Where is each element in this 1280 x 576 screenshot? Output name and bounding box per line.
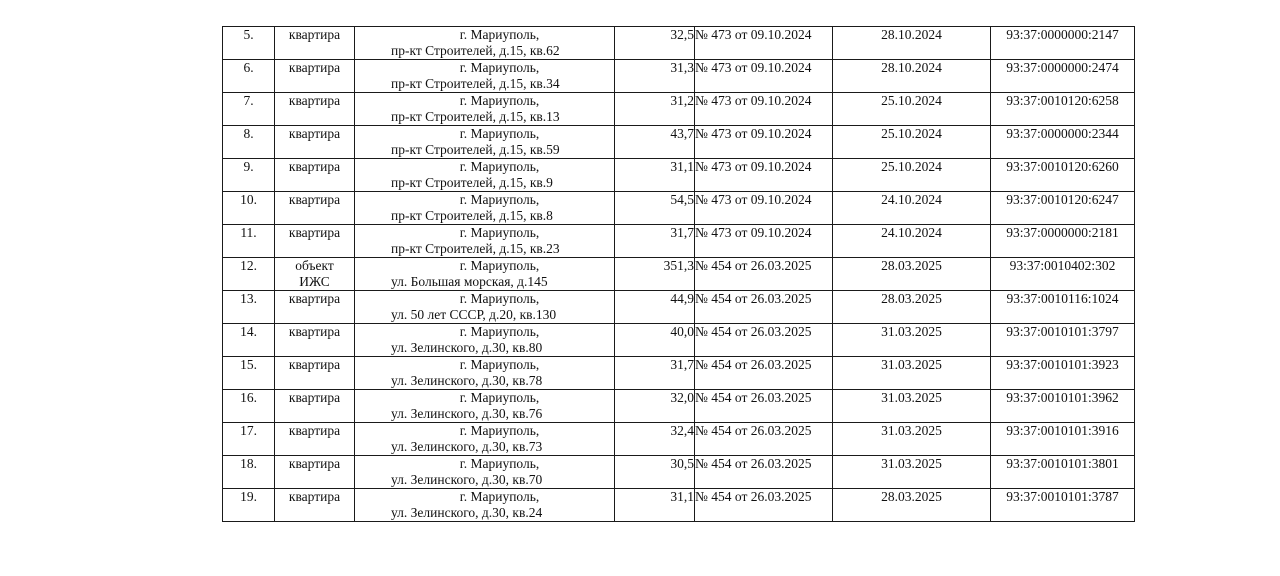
row-number-cell bbox=[223, 291, 275, 324]
cadastral-number: 93:37:0010101:3923 bbox=[1006, 357, 1119, 372]
property-type: квартира bbox=[288, 192, 341, 207]
property-type: квартира bbox=[288, 225, 341, 240]
cadastral-number: 93:37:0010120:6247 bbox=[1006, 192, 1119, 207]
address-cell bbox=[355, 93, 615, 126]
address-street: пр-кт Строителей, д.15, кв.59 bbox=[391, 142, 560, 157]
date-cell bbox=[833, 192, 991, 225]
address-city: г. Мариуполь, bbox=[459, 489, 540, 504]
property-type: квартира bbox=[288, 390, 341, 405]
document-cell bbox=[695, 357, 833, 390]
row-number: 5. bbox=[243, 27, 254, 42]
address-cell bbox=[355, 225, 615, 258]
registration-date: 28.10.2024 bbox=[881, 27, 942, 42]
area-cell bbox=[615, 390, 695, 423]
date-cell bbox=[833, 60, 991, 93]
row-number: 10. bbox=[240, 192, 257, 207]
address-cell bbox=[355, 390, 615, 423]
address-city: г. Мариуполь, bbox=[459, 159, 540, 174]
table-row bbox=[223, 423, 1135, 456]
cadastral-cell bbox=[991, 489, 1135, 522]
area-cell bbox=[615, 291, 695, 324]
property-type: квартира bbox=[288, 126, 341, 141]
registration-date: 31.03.2025 bbox=[881, 390, 942, 405]
document-ref: № 454 от 26.03.2025 bbox=[695, 291, 812, 306]
area-value: 31,7 bbox=[670, 357, 694, 372]
row-number-cell bbox=[223, 60, 275, 93]
address-city: г. Мариуполь, bbox=[459, 423, 540, 438]
address-street: ул. Большая морская, д.145 bbox=[391, 274, 548, 289]
cadastral-number: 93:37:0000000:2474 bbox=[1006, 60, 1119, 75]
area-value: 351,3 bbox=[663, 258, 694, 273]
address-cell bbox=[355, 291, 615, 324]
address-city: г. Мариуполь, bbox=[459, 60, 540, 75]
address-street: ул. Зелинского, д.30, кв.73 bbox=[391, 439, 543, 454]
row-number-cell bbox=[223, 489, 275, 522]
document-ref: № 473 от 09.10.2024 bbox=[695, 126, 812, 141]
cadastral-cell bbox=[991, 27, 1135, 60]
document-cell bbox=[695, 27, 833, 60]
address-city: г. Мариуполь, bbox=[459, 390, 540, 405]
document-ref: № 473 от 09.10.2024 bbox=[695, 93, 812, 108]
property-type: квартира bbox=[288, 324, 341, 339]
row-number-cell bbox=[223, 423, 275, 456]
property-type-cell bbox=[275, 126, 355, 159]
address-street: пр-кт Строителей, д.15, кв.34 bbox=[391, 76, 560, 91]
area-value: 31,2 bbox=[670, 93, 694, 108]
document-cell bbox=[695, 423, 833, 456]
row-number-cell bbox=[223, 159, 275, 192]
document-ref: № 454 от 26.03.2025 bbox=[695, 357, 812, 372]
document-ref: № 454 от 26.03.2025 bbox=[695, 390, 812, 405]
address-street: пр-кт Строителей, д.15, кв.13 bbox=[391, 109, 560, 124]
row-number: 17. bbox=[240, 423, 257, 438]
row-number-cell bbox=[223, 390, 275, 423]
cadastral-number: 93:37:0000000:2147 bbox=[1006, 27, 1119, 42]
cadastral-cell bbox=[991, 93, 1135, 126]
area-cell bbox=[615, 324, 695, 357]
document-cell bbox=[695, 291, 833, 324]
cadastral-number: 93:37:0000000:2181 bbox=[1006, 225, 1119, 240]
area-value: 43,7 bbox=[670, 126, 694, 141]
document-ref: № 473 от 09.10.2024 bbox=[695, 159, 812, 174]
area-value: 31,1 bbox=[670, 159, 694, 174]
table-row bbox=[223, 225, 1135, 258]
document-ref: № 473 от 09.10.2024 bbox=[695, 225, 812, 240]
cadastral-cell bbox=[991, 291, 1135, 324]
address-city: г. Мариуполь, bbox=[459, 93, 540, 108]
cadastral-cell bbox=[991, 159, 1135, 192]
document-cell bbox=[695, 93, 833, 126]
date-cell bbox=[833, 27, 991, 60]
property-type-cell bbox=[275, 456, 355, 489]
document-cell bbox=[695, 456, 833, 489]
property-type-cell bbox=[275, 258, 355, 291]
row-number: 8. bbox=[243, 126, 254, 141]
cadastral-number: 93:37:0010101:3801 bbox=[1006, 456, 1119, 471]
row-number: 12. bbox=[240, 258, 257, 273]
address-street: ул. Зелинского, д.30, кв.80 bbox=[391, 340, 543, 355]
cadastral-number: 93:37:0010402:302 bbox=[1009, 258, 1116, 273]
area-cell bbox=[615, 423, 695, 456]
row-number-cell bbox=[223, 324, 275, 357]
registration-date: 28.03.2025 bbox=[881, 291, 942, 306]
table-row bbox=[223, 60, 1135, 93]
address-city: г. Мариуполь, bbox=[459, 225, 540, 240]
area-value: 54,5 bbox=[670, 192, 694, 207]
row-number: 18. bbox=[240, 456, 257, 471]
address-cell bbox=[355, 423, 615, 456]
row-number: 19. bbox=[240, 489, 257, 504]
document-ref: № 473 от 09.10.2024 bbox=[695, 27, 812, 42]
document-cell bbox=[695, 489, 833, 522]
registration-date: 28.03.2025 bbox=[881, 258, 942, 273]
table-row bbox=[223, 357, 1135, 390]
area-cell bbox=[615, 192, 695, 225]
property-type-cell bbox=[275, 93, 355, 126]
table-row bbox=[223, 126, 1135, 159]
cadastral-cell bbox=[991, 456, 1135, 489]
address-cell bbox=[355, 159, 615, 192]
cadastral-cell bbox=[991, 390, 1135, 423]
address-street: пр-кт Строителей, д.15, кв.23 bbox=[391, 241, 560, 256]
row-number-cell bbox=[223, 456, 275, 489]
address-street: пр-кт Строителей, д.15, кв.8 bbox=[391, 208, 553, 223]
address-street: пр-кт Строителей, д.15, кв.9 bbox=[391, 175, 553, 190]
row-number: 15. bbox=[240, 357, 257, 372]
document-ref: № 454 от 26.03.2025 bbox=[695, 489, 812, 504]
area-cell bbox=[615, 357, 695, 390]
area-value: 31,1 bbox=[670, 489, 694, 504]
table-row bbox=[223, 192, 1135, 225]
property-type-cell bbox=[275, 27, 355, 60]
address-city: г. Мариуполь, bbox=[459, 192, 540, 207]
row-number-cell bbox=[223, 225, 275, 258]
address-cell bbox=[355, 489, 615, 522]
registration-date: 25.10.2024 bbox=[881, 126, 942, 141]
document-ref: № 454 от 26.03.2025 bbox=[695, 258, 812, 273]
registration-date: 31.03.2025 bbox=[881, 423, 942, 438]
row-number: 16. bbox=[240, 390, 257, 405]
area-cell bbox=[615, 126, 695, 159]
area-value: 32,5 bbox=[670, 27, 694, 42]
property-registry-table bbox=[222, 26, 1135, 522]
address-cell bbox=[355, 60, 615, 93]
row-number-cell bbox=[223, 27, 275, 60]
property-type: квартира bbox=[288, 60, 341, 75]
row-number-cell bbox=[223, 357, 275, 390]
date-cell bbox=[833, 291, 991, 324]
property-type: квартира bbox=[288, 357, 341, 372]
property-type-cell bbox=[275, 390, 355, 423]
address-street: ул. Зелинского, д.30, кв.70 bbox=[391, 472, 543, 487]
cadastral-cell bbox=[991, 192, 1135, 225]
address-street: пр-кт Строителей, д.15, кв.62 bbox=[391, 43, 560, 58]
document-ref: № 473 от 09.10.2024 bbox=[695, 60, 812, 75]
property-type: квартира bbox=[288, 291, 341, 306]
row-number: 14. bbox=[240, 324, 257, 339]
registration-date: 24.10.2024 bbox=[881, 225, 942, 240]
row-number-cell bbox=[223, 258, 275, 291]
date-cell bbox=[833, 489, 991, 522]
row-number: 6. bbox=[243, 60, 254, 75]
property-type: квартира bbox=[288, 159, 341, 174]
property-type-cell bbox=[275, 489, 355, 522]
cadastral-cell bbox=[991, 357, 1135, 390]
address-street: ул. Зелинского, д.30, кв.24 bbox=[391, 505, 543, 520]
address-cell bbox=[355, 27, 615, 60]
address-cell bbox=[355, 324, 615, 357]
document-ref: № 473 от 09.10.2024 bbox=[695, 192, 812, 207]
row-number-cell bbox=[223, 192, 275, 225]
document-cell bbox=[695, 192, 833, 225]
address-cell bbox=[355, 126, 615, 159]
table-row bbox=[223, 390, 1135, 423]
date-cell bbox=[833, 423, 991, 456]
address-cell bbox=[355, 456, 615, 489]
area-value: 30,5 bbox=[670, 456, 694, 471]
cadastral-number: 93:37:0010120:6260 bbox=[1006, 159, 1119, 174]
cadastral-number: 93:37:0010101:3787 bbox=[1006, 489, 1119, 504]
property-type: квартира bbox=[288, 27, 341, 42]
property-type-cell bbox=[275, 192, 355, 225]
area-cell bbox=[615, 159, 695, 192]
cadastral-cell bbox=[991, 258, 1135, 291]
registration-date: 31.03.2025 bbox=[881, 456, 942, 471]
row-number: 7. bbox=[243, 93, 254, 108]
area-value: 31,3 bbox=[670, 60, 694, 75]
property-type-cell bbox=[275, 357, 355, 390]
address-city: г. Мариуполь, bbox=[459, 324, 540, 339]
address-city: г. Мариуполь, bbox=[459, 258, 540, 273]
row-number: 11. bbox=[240, 225, 257, 240]
table-row bbox=[223, 93, 1135, 126]
row-number: 13. bbox=[240, 291, 257, 306]
address-city: г. Мариуполь, bbox=[459, 291, 540, 306]
cadastral-number: 93:37:0010116:1024 bbox=[1006, 291, 1119, 306]
cadastral-cell bbox=[991, 324, 1135, 357]
cadastral-number: 93:37:0010101:3797 bbox=[1006, 324, 1119, 339]
document-ref: № 454 от 26.03.2025 bbox=[695, 456, 812, 471]
cadastral-cell bbox=[991, 225, 1135, 258]
document-cell bbox=[695, 126, 833, 159]
address-cell bbox=[355, 357, 615, 390]
registration-date: 31.03.2025 bbox=[881, 324, 942, 339]
property-type-cell bbox=[275, 324, 355, 357]
row-number-cell bbox=[223, 126, 275, 159]
row-number-cell bbox=[223, 93, 275, 126]
document-ref: № 454 от 26.03.2025 bbox=[695, 423, 812, 438]
document-cell bbox=[695, 390, 833, 423]
table-row bbox=[223, 159, 1135, 192]
address-street: ул. Зелинского, д.30, кв.78 bbox=[391, 373, 543, 388]
table-body bbox=[223, 27, 1135, 522]
registration-date: 28.03.2025 bbox=[881, 489, 942, 504]
property-type-cell bbox=[275, 291, 355, 324]
area-value: 40,0 bbox=[670, 324, 694, 339]
area-value: 32,4 bbox=[670, 423, 694, 438]
property-type-cell bbox=[275, 225, 355, 258]
document-cell bbox=[695, 159, 833, 192]
address-city: г. Мариуполь, bbox=[459, 456, 540, 471]
date-cell bbox=[833, 324, 991, 357]
property-type: квартира bbox=[288, 93, 341, 108]
area-cell bbox=[615, 258, 695, 291]
registration-date: 31.03.2025 bbox=[881, 357, 942, 372]
property-type: квартира bbox=[288, 423, 341, 438]
property-type-cell bbox=[275, 159, 355, 192]
property-type: объект bbox=[295, 258, 334, 273]
area-cell bbox=[615, 225, 695, 258]
area-cell bbox=[615, 489, 695, 522]
date-cell bbox=[833, 390, 991, 423]
area-cell bbox=[615, 60, 695, 93]
area-cell bbox=[615, 93, 695, 126]
cadastral-cell bbox=[991, 126, 1135, 159]
area-value: 31,7 bbox=[670, 225, 694, 240]
date-cell bbox=[833, 456, 991, 489]
row-number: 9. bbox=[243, 159, 254, 174]
registration-date: 28.10.2024 bbox=[881, 60, 942, 75]
table-row bbox=[223, 456, 1135, 489]
document-cell bbox=[695, 60, 833, 93]
document-cell bbox=[695, 324, 833, 357]
address-city: г. Мариуполь, bbox=[459, 27, 540, 42]
table-row bbox=[223, 489, 1135, 522]
address-cell bbox=[355, 192, 615, 225]
property-type-cell bbox=[275, 60, 355, 93]
date-cell bbox=[833, 258, 991, 291]
document-ref: № 454 от 26.03.2025 bbox=[695, 324, 812, 339]
cadastral-number: 93:37:0000000:2344 bbox=[1006, 126, 1119, 141]
property-type: квартира bbox=[288, 456, 341, 471]
area-value: 32,0 bbox=[670, 390, 694, 405]
cadastral-cell bbox=[991, 423, 1135, 456]
cadastral-number: 93:37:0010101:3916 bbox=[1006, 423, 1119, 438]
property-type-cell bbox=[275, 423, 355, 456]
date-cell bbox=[833, 159, 991, 192]
cadastral-cell bbox=[991, 60, 1135, 93]
registration-date: 24.10.2024 bbox=[881, 192, 942, 207]
area-value: 44,9 bbox=[670, 291, 694, 306]
area-cell bbox=[615, 456, 695, 489]
table-row bbox=[223, 27, 1135, 60]
registration-date: 25.10.2024 bbox=[881, 93, 942, 108]
address-cell bbox=[355, 258, 615, 291]
cadastral-number: 93:37:0010101:3962 bbox=[1006, 390, 1119, 405]
table-row bbox=[223, 258, 1135, 291]
date-cell bbox=[833, 357, 991, 390]
table-row bbox=[223, 291, 1135, 324]
area-cell bbox=[615, 27, 695, 60]
address-city: г. Мариуполь, bbox=[459, 126, 540, 141]
registration-date: 25.10.2024 bbox=[881, 159, 942, 174]
document-cell bbox=[695, 225, 833, 258]
document-cell bbox=[695, 258, 833, 291]
date-cell bbox=[833, 93, 991, 126]
date-cell bbox=[833, 126, 991, 159]
address-street: ул. 50 лет СССР, д.20, кв.130 bbox=[391, 307, 557, 322]
cadastral-number: 93:37:0010120:6258 bbox=[1006, 93, 1119, 108]
property-type: квартира bbox=[288, 489, 341, 504]
property-type: ИЖС bbox=[299, 274, 330, 289]
date-cell bbox=[833, 225, 991, 258]
address-city: г. Мариуполь, bbox=[459, 357, 540, 372]
address-street: ул. Зелинского, д.30, кв.76 bbox=[391, 406, 543, 421]
table-row bbox=[223, 324, 1135, 357]
